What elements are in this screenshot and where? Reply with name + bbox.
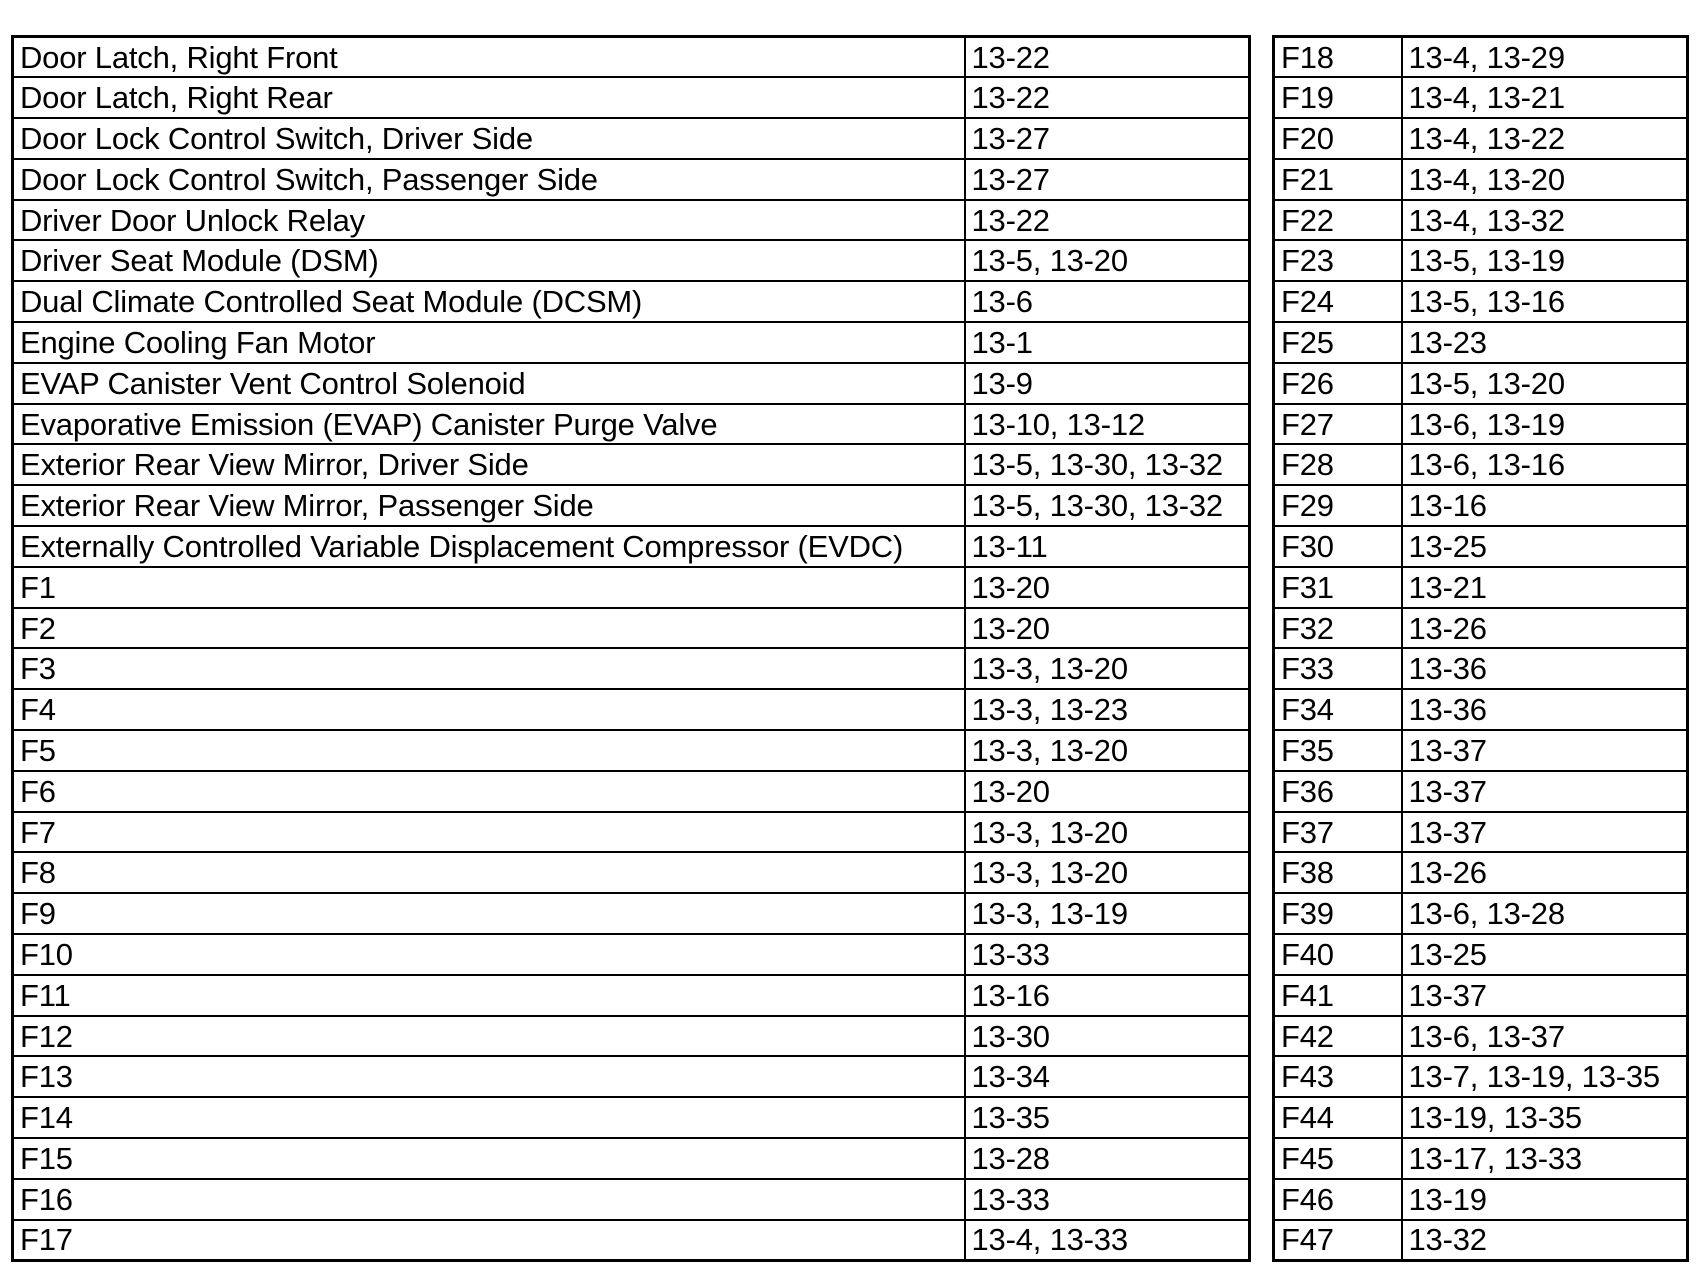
- table-row: [13, 975, 1250, 1016]
- table-row: [1274, 1179, 1688, 1220]
- table-row: [1274, 1056, 1688, 1097]
- component-index-table-left: [11, 35, 1251, 1262]
- page-reference-cell: 13-1: [965, 322, 1250, 363]
- table-row: [1274, 852, 1688, 893]
- component-name-cell: Door Lock Control Switch, Passenger Side: [13, 159, 965, 200]
- page-reference-cell: 13-35: [965, 1097, 1250, 1138]
- page-reference-cell: 13-22: [965, 200, 1250, 241]
- table-row: [1274, 812, 1688, 853]
- table-row: [13, 200, 1250, 241]
- component-name-cell: F35: [1274, 730, 1402, 771]
- component-name-cell: F24: [1274, 281, 1402, 322]
- table-row: [13, 567, 1250, 608]
- table-row: [1274, 444, 1688, 485]
- component-name-cell: F13: [13, 1056, 965, 1097]
- component-name-cell: F20: [1274, 118, 1402, 159]
- table-row: [13, 1016, 1250, 1057]
- page-reference-cell: 13-28: [965, 1138, 1250, 1179]
- page-reference-cell: 13-21: [1402, 567, 1688, 608]
- component-name-cell: F15: [13, 1138, 965, 1179]
- table-row: [13, 118, 1250, 159]
- page-reference-cell: 13-7, 13-19, 13-35: [1402, 1056, 1688, 1097]
- table-row: [13, 159, 1250, 200]
- component-name-cell: F21: [1274, 159, 1402, 200]
- page-reference-cell: 13-32: [1402, 1220, 1688, 1261]
- page-reference-cell: 13-27: [965, 118, 1250, 159]
- page-reference-cell: 13-4, 13-21: [1402, 77, 1688, 118]
- table-row: [13, 1097, 1250, 1138]
- component-name-cell: F32: [1274, 608, 1402, 649]
- page-reference-cell: 13-36: [1402, 648, 1688, 689]
- page-reference-cell: 13-6, 13-28: [1402, 893, 1688, 934]
- component-name-cell: F18: [1274, 37, 1402, 78]
- table-row: [13, 77, 1250, 118]
- table-row: [13, 322, 1250, 363]
- page-reference-cell: 13-20: [965, 567, 1250, 608]
- component-name-cell: F30: [1274, 526, 1402, 567]
- table-row: [13, 730, 1250, 771]
- page-reference-cell: 13-19: [1402, 1179, 1688, 1220]
- component-name-cell: F28: [1274, 444, 1402, 485]
- page-reference-cell: 13-6: [965, 281, 1250, 322]
- page-reference-cell: 13-11: [965, 526, 1250, 567]
- table-row: [1274, 77, 1688, 118]
- table-row: [13, 485, 1250, 526]
- component-name-cell: F39: [1274, 893, 1402, 934]
- component-index-table-right: [1272, 35, 1689, 1262]
- component-name-cell: F31: [1274, 567, 1402, 608]
- component-name-cell: F27: [1274, 404, 1402, 445]
- page-reference-cell: 13-4, 13-22: [1402, 118, 1688, 159]
- component-name-cell: F41: [1274, 975, 1402, 1016]
- component-name-cell: Exterior Rear View Mirror, Passenger Side: [13, 485, 965, 526]
- page-reference-cell: 13-16: [965, 975, 1250, 1016]
- component-name-cell: F19: [1274, 77, 1402, 118]
- component-name-cell: F34: [1274, 689, 1402, 730]
- table-row: [1274, 526, 1688, 567]
- page-reference-cell: 13-5, 13-30, 13-32: [965, 485, 1250, 526]
- component-name-cell: F2: [13, 608, 965, 649]
- table-row: [1274, 118, 1688, 159]
- page-reference-cell: 13-22: [965, 37, 1250, 78]
- table-row: [13, 648, 1250, 689]
- table-row: [1274, 1016, 1688, 1057]
- component-name-cell: F3: [13, 648, 965, 689]
- component-name-cell: F9: [13, 893, 965, 934]
- table-row: [13, 363, 1250, 404]
- page-reference-cell: 13-26: [1402, 852, 1688, 893]
- table-row: [1274, 608, 1688, 649]
- page-reference-cell: 13-33: [965, 1179, 1250, 1220]
- component-name-cell: F43: [1274, 1056, 1402, 1097]
- table-row: [13, 1056, 1250, 1097]
- page-reference-cell: 13-6, 13-16: [1402, 444, 1688, 485]
- page-reference-cell: 13-9: [965, 363, 1250, 404]
- component-name-cell: F33: [1274, 648, 1402, 689]
- page-reference-cell: 13-6, 13-19: [1402, 404, 1688, 445]
- page-reference-cell: 13-3, 13-23: [965, 689, 1250, 730]
- page-reference-cell: 13-4, 13-20: [1402, 159, 1688, 200]
- page-reference-cell: 13-23: [1402, 322, 1688, 363]
- page-reference-cell: 13-5, 13-30, 13-32: [965, 444, 1250, 485]
- table-row: [1274, 893, 1688, 934]
- page-reference-cell: 13-33: [965, 934, 1250, 975]
- table-row: [13, 444, 1250, 485]
- component-name-cell: F46: [1274, 1179, 1402, 1220]
- component-name-cell: Exterior Rear View Mirror, Driver Side: [13, 444, 965, 485]
- component-name-cell: F36: [1274, 771, 1402, 812]
- table-row: [1274, 689, 1688, 730]
- component-name-cell: F17: [13, 1220, 965, 1261]
- table-row: [13, 37, 1250, 78]
- component-name-cell: F45: [1274, 1138, 1402, 1179]
- table-row: [1274, 1220, 1688, 1261]
- component-name-cell: F14: [13, 1097, 965, 1138]
- page-reference-cell: 13-5, 13-16: [1402, 281, 1688, 322]
- page-reference-cell: 13-34: [965, 1056, 1250, 1097]
- table-row: [1274, 37, 1688, 78]
- table-row: [13, 1138, 1250, 1179]
- page-reference-cell: 13-16: [1402, 485, 1688, 526]
- page-reference-cell: 13-25: [1402, 934, 1688, 975]
- table-row: [1274, 281, 1688, 322]
- table-row: [1274, 771, 1688, 812]
- page-reference-cell: 13-19, 13-35: [1402, 1097, 1688, 1138]
- component-name-cell: F5: [13, 730, 965, 771]
- table-row: [1274, 648, 1688, 689]
- component-name-cell: F40: [1274, 934, 1402, 975]
- component-name-cell: Dual Climate Controlled Seat Module (DCSM): [13, 281, 965, 322]
- component-name-cell: F47: [1274, 1220, 1402, 1261]
- component-name-cell: F11: [13, 975, 965, 1016]
- page-reference-cell: 13-37: [1402, 975, 1688, 1016]
- right-table-body: [1274, 37, 1688, 1261]
- page-reference-cell: 13-5, 13-20: [965, 240, 1250, 281]
- page-reference-cell: 13-5, 13-19: [1402, 240, 1688, 281]
- page-reference-cell: 13-25: [1402, 526, 1688, 567]
- page-reference-cell: 13-36: [1402, 689, 1688, 730]
- table-row: [1274, 322, 1688, 363]
- component-name-cell: Driver Door Unlock Relay: [13, 200, 965, 241]
- component-name-cell: F26: [1274, 363, 1402, 404]
- table-row: [1274, 934, 1688, 975]
- table-row: [1274, 1097, 1688, 1138]
- table-row: [1274, 485, 1688, 526]
- component-name-cell: Door Latch, Right Front: [13, 37, 965, 78]
- component-name-cell: F42: [1274, 1016, 1402, 1057]
- component-name-cell: F38: [1274, 852, 1402, 893]
- page-reference-cell: 13-37: [1402, 730, 1688, 771]
- table-row: [1274, 240, 1688, 281]
- table-row: [13, 240, 1250, 281]
- page-reference-cell: 13-3, 13-20: [965, 812, 1250, 853]
- component-name-cell: Evaporative Emission (EVAP) Canister Purge Valve: [13, 404, 965, 445]
- component-name-cell: Externally Controlled Variable Displacement Compressor (EVDC): [13, 526, 965, 567]
- page-reference-cell: 13-37: [1402, 771, 1688, 812]
- table-row: [1274, 363, 1688, 404]
- component-name-cell: EVAP Canister Vent Control Solenoid: [13, 363, 965, 404]
- component-name-cell: F37: [1274, 812, 1402, 853]
- page-reference-cell: 13-3, 13-20: [965, 648, 1250, 689]
- table-row: [1274, 159, 1688, 200]
- page-reference-cell: 13-10, 13-12: [965, 404, 1250, 445]
- page-reference-cell: 13-3, 13-20: [965, 730, 1250, 771]
- component-name-cell: F12: [13, 1016, 965, 1057]
- table-row: [13, 852, 1250, 893]
- page-reference-cell: 13-4, 13-33: [965, 1220, 1250, 1261]
- component-name-cell: F4: [13, 689, 965, 730]
- page-reference-cell: 13-3, 13-20: [965, 852, 1250, 893]
- component-name-cell: Door Lock Control Switch, Driver Side: [13, 118, 965, 159]
- table-row: [13, 689, 1250, 730]
- page-reference-cell: 13-20: [965, 771, 1250, 812]
- table-row: [13, 281, 1250, 322]
- table-row: [13, 1179, 1250, 1220]
- page-reference-cell: 13-30: [965, 1016, 1250, 1057]
- table-row: [13, 404, 1250, 445]
- table-row: [1274, 200, 1688, 241]
- page-reference-cell: 13-27: [965, 159, 1250, 200]
- table-row: [13, 526, 1250, 567]
- table-row: [1274, 404, 1688, 445]
- table-row: [13, 608, 1250, 649]
- component-name-cell: F10: [13, 934, 965, 975]
- page-reference-cell: 13-4, 13-29: [1402, 37, 1688, 78]
- page-reference-cell: 13-3, 13-19: [965, 893, 1250, 934]
- table-row: [1274, 730, 1688, 771]
- page-reference-cell: 13-5, 13-20: [1402, 363, 1688, 404]
- table-row: [13, 893, 1250, 934]
- component-name-cell: F23: [1274, 240, 1402, 281]
- table-row: [1274, 567, 1688, 608]
- table-row: [13, 771, 1250, 812]
- component-name-cell: F7: [13, 812, 965, 853]
- table-row: [1274, 975, 1688, 1016]
- page-reference-cell: 13-22: [965, 77, 1250, 118]
- page-reference-cell: 13-20: [965, 608, 1250, 649]
- page-reference-cell: 13-37: [1402, 812, 1688, 853]
- component-name-cell: F1: [13, 567, 965, 608]
- page-reference-cell: 13-4, 13-32: [1402, 200, 1688, 241]
- component-name-cell: Engine Cooling Fan Motor: [13, 322, 965, 363]
- component-name-cell: F6: [13, 771, 965, 812]
- page-reference-cell: 13-6, 13-37: [1402, 1016, 1688, 1057]
- table-row: [13, 812, 1250, 853]
- table-row: [13, 1220, 1250, 1261]
- left-table-body: [13, 37, 1250, 1261]
- component-name-cell: Driver Seat Module (DSM): [13, 240, 965, 281]
- component-name-cell: F8: [13, 852, 965, 893]
- page-reference-cell: 13-17, 13-33: [1402, 1138, 1688, 1179]
- component-name-cell: F25: [1274, 322, 1402, 363]
- component-name-cell: F29: [1274, 485, 1402, 526]
- table-row: [13, 934, 1250, 975]
- page-reference-cell: 13-26: [1402, 608, 1688, 649]
- component-name-cell: F44: [1274, 1097, 1402, 1138]
- component-name-cell: F22: [1274, 200, 1402, 241]
- table-row: [1274, 1138, 1688, 1179]
- component-name-cell: Door Latch, Right Rear: [13, 77, 965, 118]
- component-name-cell: F16: [13, 1179, 965, 1220]
